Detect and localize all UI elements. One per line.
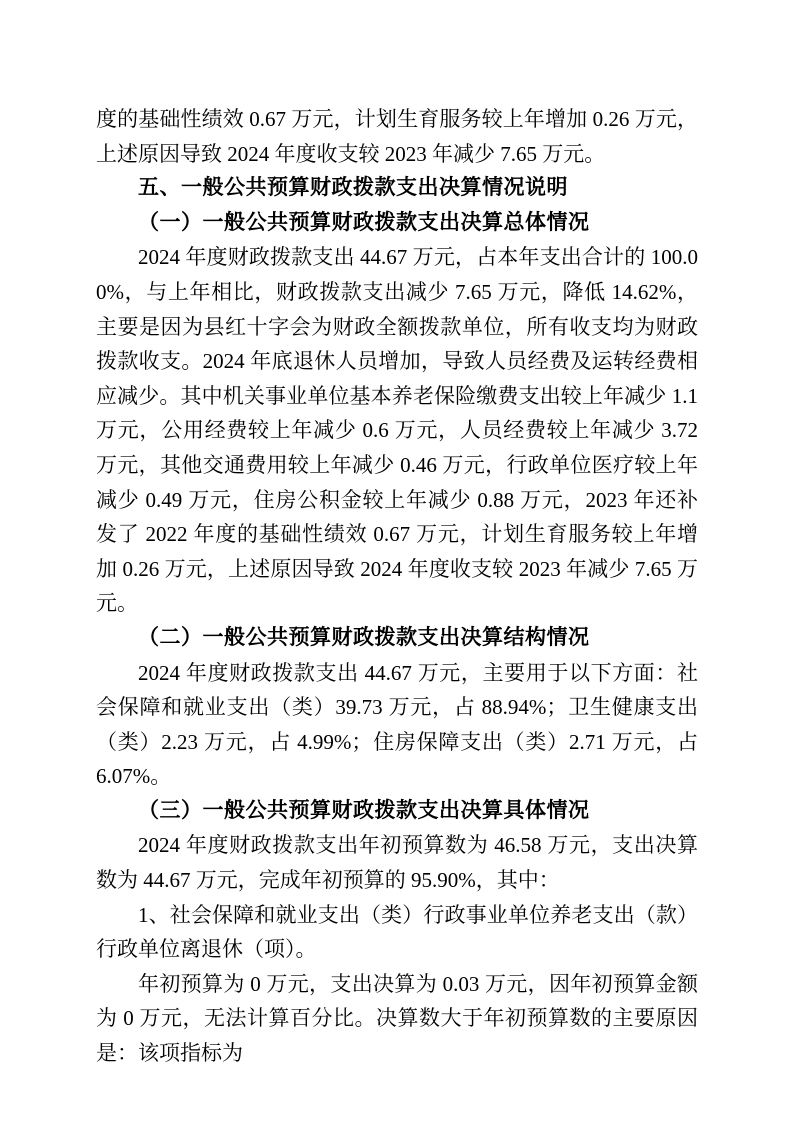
paragraph-specific-budget-summary: 2024 年度财政拨款支出年初预算数为 46.58 万元，支出决算数为 44.67 万元，完成年初预算的 95.90%，其中： — [96, 833, 698, 893]
subsection-heading-three-specific: （三）一般公共预算财政拨款支出决算具体情况 — [138, 798, 590, 822]
paragraph-structure-situation: 2024 年度财政拨款支出 44.67 万元，主要用于以下方面：社会保障和就业支出（类）39.73 万元，占 88.94%；卫生健康支出（类）2.23 万元，占 4.99%；住房保障支出（类）2.71 万元，占 6.07%。 — [96, 660, 698, 789]
paragraph-item-1-social-security: 1、社会保障和就业支出（类）行政事业单位养老支出（款）行政单位离退休（项）。 — [96, 902, 698, 962]
subsection-heading-two-structure: （二）一般公共预算财政拨款支出决算结构情况 — [138, 625, 590, 649]
paragraph-continuation: 度的基础性绩效 0.67 万元，计划生育服务较上年增加 0.26 万元，上述原因导致 2024 年度收支较 2023 年减少 7.65 万元。 — [96, 107, 698, 166]
section-heading-five: 五、一般公共预算财政拨款支出决算情况说明 — [138, 176, 568, 200]
paragraph-item-1-detail: 年初预算为 0 万元，支出决算为 0.03 万元，因年初预算金额为 0 万元，无法计算百分比。决算数大于年初预算数的主要原因是：该项指标为 — [96, 971, 698, 1066]
paragraph-overall-situation: 2024 年度财政拨款支出 44.67 万元，占本年支出合计的 100.00%，与上年相比，财政拨款支出减少 7.65 万元，降低 14.62%，主要是因为县红十字会为财政全额拨款单位，所有收支均为财政拨款收支。2024 年底退休人员增加，导致人员经费及运转经费相应减少。其中机关事业单位基本养老保险缴费支出较上年减少 1.1 万元，公用经费较上年减少 0.6 万元，人员经费较上年减少 3.72 万元，其他交通费用较上年减少 0.46 万元，行政单位医疗较上年减少 0.49 万元，住房公积金较上年减少 0.88 万元，2023 年还补发了 2022 年度的基础性绩效 0.67 万元，计划生育服务较上年增加 0.26 万元，上述原因导致 2024 年度收支较 2023 年减少 7.65 万元。 — [96, 245, 698, 616]
subsection-heading-one-overall: （一）一般公共预算财政拨款支出决算总体情况 — [138, 210, 590, 234]
